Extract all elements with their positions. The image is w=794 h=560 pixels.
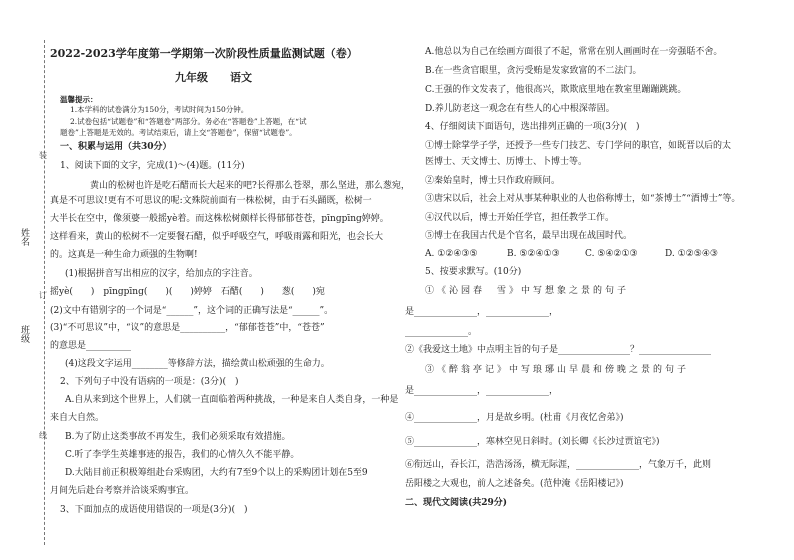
binding-mark: 订: [39, 291, 47, 300]
tip-line: 1.本学科的试卷满分为150分，考试时间为150分钟。: [70, 105, 249, 114]
q2-option: 月间先后赴台考察并洽谈采购事宜。: [50, 486, 195, 496]
tip-line: 题卷”上答题是无效的。考试结束后，请上交“答题卷”，保留“试题卷”。: [60, 128, 297, 137]
q4-item: 医博士、天文博士、历博士、卜博士等。: [425, 157, 588, 167]
q5-item: ______________。: [405, 327, 478, 337]
q3-option: C.王强的作文发表了，他很高兴，欺欺底里地在教室里蹦蹦跳跳。: [425, 85, 687, 95]
question-3: 3、下面加点的成语使用错误的一项是(3分)( ): [60, 505, 248, 515]
passage-line: 这样看来，黄山的松树不一定要餐石醋，似乎呼吸空气，呼吸雨露和阳光，也会长大: [50, 232, 384, 242]
q4-item: ⑤博士在我国古代是个官名，最早出现在战国时代。: [425, 231, 633, 241]
section-heading: 二、现代文阅读(共29分): [405, 498, 508, 508]
exam-title: 2022-2023学年度第一学期第一次阶段性质量监测试题（卷）: [50, 47, 358, 60]
q4-item: ④汉代以后，博士开始任学官，担任教学工作。: [425, 213, 615, 223]
q5-item: 岳阳楼之大观也，前人之述备矣。(范仲淹《岳阳楼记》): [405, 479, 624, 489]
q4-item: ③唐宋以后，社会上对从事某种职业的人也俗称博士，如“茶博士”“酒博士”等。: [425, 194, 741, 204]
q5-item: 是______________，______________，: [405, 307, 559, 317]
tips-heading: 温馨提示：: [60, 95, 98, 104]
binding-mark: 线: [39, 431, 47, 440]
tip-line: 2.试卷包括“试题卷”和“答题卷”两部分。务必在“答题卷”上答题，在“试: [70, 117, 307, 126]
q5-item: 是______________，______________，: [405, 386, 559, 396]
q5-item: ④______________，月是故乡明。(杜甫《月夜忆舍弟》): [405, 413, 624, 423]
q2-option: D.大陆目前正积极筹组赴台采购团，大约有7至9个以上的采购团计划在5至9: [65, 468, 368, 478]
q1-item: 摇yè( ) pīngpīng( )( )婷婷 石醋( ) 葱( )宛: [50, 287, 325, 297]
question-5: 5、按要求默写。(10分): [425, 267, 522, 277]
q3-option: A.他总以为自己在绘画方面很了不起，常常在别人画画时在一旁强聒不舍。: [425, 47, 723, 57]
passage-line: 的。这真是一种生命力顽强的生物啊!: [50, 250, 198, 260]
binding-mark: 装: [39, 151, 47, 160]
q1-item: (2)文中有错别字的一个词是“______”，这个词的正确写法是“______”。: [50, 306, 334, 316]
passage-line: 真是不可思议!更有不可思议的呢:文殊院前面有一株松树，由于石头踊既，松树一: [50, 196, 372, 206]
q5-item: ⑤______________，寒林空见日斜时。(刘长卿《长沙过贾谊宅》): [405, 437, 660, 447]
passage-line: 黄山的松树也许是吃石醋而长大起来的吧?长得那么苍翠，那么坚进，那么葱宛，: [90, 181, 410, 191]
q5-item: ①《沁园春 雪》中写想象之景的句子: [425, 286, 630, 296]
q5-item: ⑥衔远山，吞长江，浩浩汤汤，横无际涯，______________，气象万千，此则: [405, 460, 712, 470]
question-1: 1、阅读下面的文字，完成(1)～(4)题。(11分): [60, 161, 245, 171]
q1-item: (1)根据拼音写出相应的汉字，给加点的字注音。: [65, 269, 258, 279]
q3-option: B.在一些贪官眼里，贪污受贿是发家致富的不二法门。: [425, 66, 642, 76]
q4-option: B. ⑤②④①③: [507, 249, 560, 259]
q2-option: B.为了防止这类事故不再发生，我们必须采取有效措施。: [65, 432, 291, 442]
question-4: 4、仔细阅读下面语句，选出排列正确的一项(3分)( ): [425, 122, 640, 132]
q2-option: 来自大自然。: [50, 413, 105, 423]
q4-item: ②秦始皇时，博士只作政府顾问。: [425, 176, 561, 186]
q1-item: (3)“不可思议”中，“议”的意思是__________，“郁郁苍苍”中，“苍苍”: [50, 323, 325, 333]
q2-option: A.自从来到这个世界上，人们就一直面临着两种挑战，一种是来自人类自身，一种是: [65, 395, 399, 405]
q2-option: C.听了李学生英雄事迹的报告，我们的心情久久不能平静。: [65, 450, 300, 460]
q4-option: D. ①②⑤④③: [665, 249, 718, 259]
q4-option: C. ⑤④②①③: [585, 249, 638, 259]
q1-item: 的意思是__________: [50, 341, 132, 351]
q5-item: ②《我爱这土地》中点明主旨的句子是________________？________________: [405, 345, 712, 355]
passage-line: 大半长在空中，像须婆一般摇yè着。而这株松树颇样长得郁郁苍苍，pīngpīng婷婷。: [50, 214, 389, 224]
q5-item: ③《醉翁亭记》中写琅琊山早晨和傍晚之景的句子: [425, 365, 690, 375]
section-heading: 一、积累与运用（共30分）: [60, 142, 172, 152]
exam-subtitle: 九年级 语文: [175, 71, 252, 84]
name-label: 姓名: [19, 228, 29, 246]
class-label: 班级: [19, 325, 29, 343]
q3-option: D.养儿防老这一观念在有些人的心中根深蒂固。: [425, 104, 615, 114]
q4-item: ①博士除掌学子学，还授予一些专门技艺、专门学问的职官，如既晋以后的太: [425, 141, 732, 151]
question-2: 2、下列句子中没有语病的一项是：(3分)( ): [60, 377, 239, 387]
q1-item: (4)这段文字运用________等修辞方法，描绘黄山松顽强的生命力。: [65, 359, 330, 369]
q4-option: A. ①②④③⑤: [425, 249, 478, 259]
